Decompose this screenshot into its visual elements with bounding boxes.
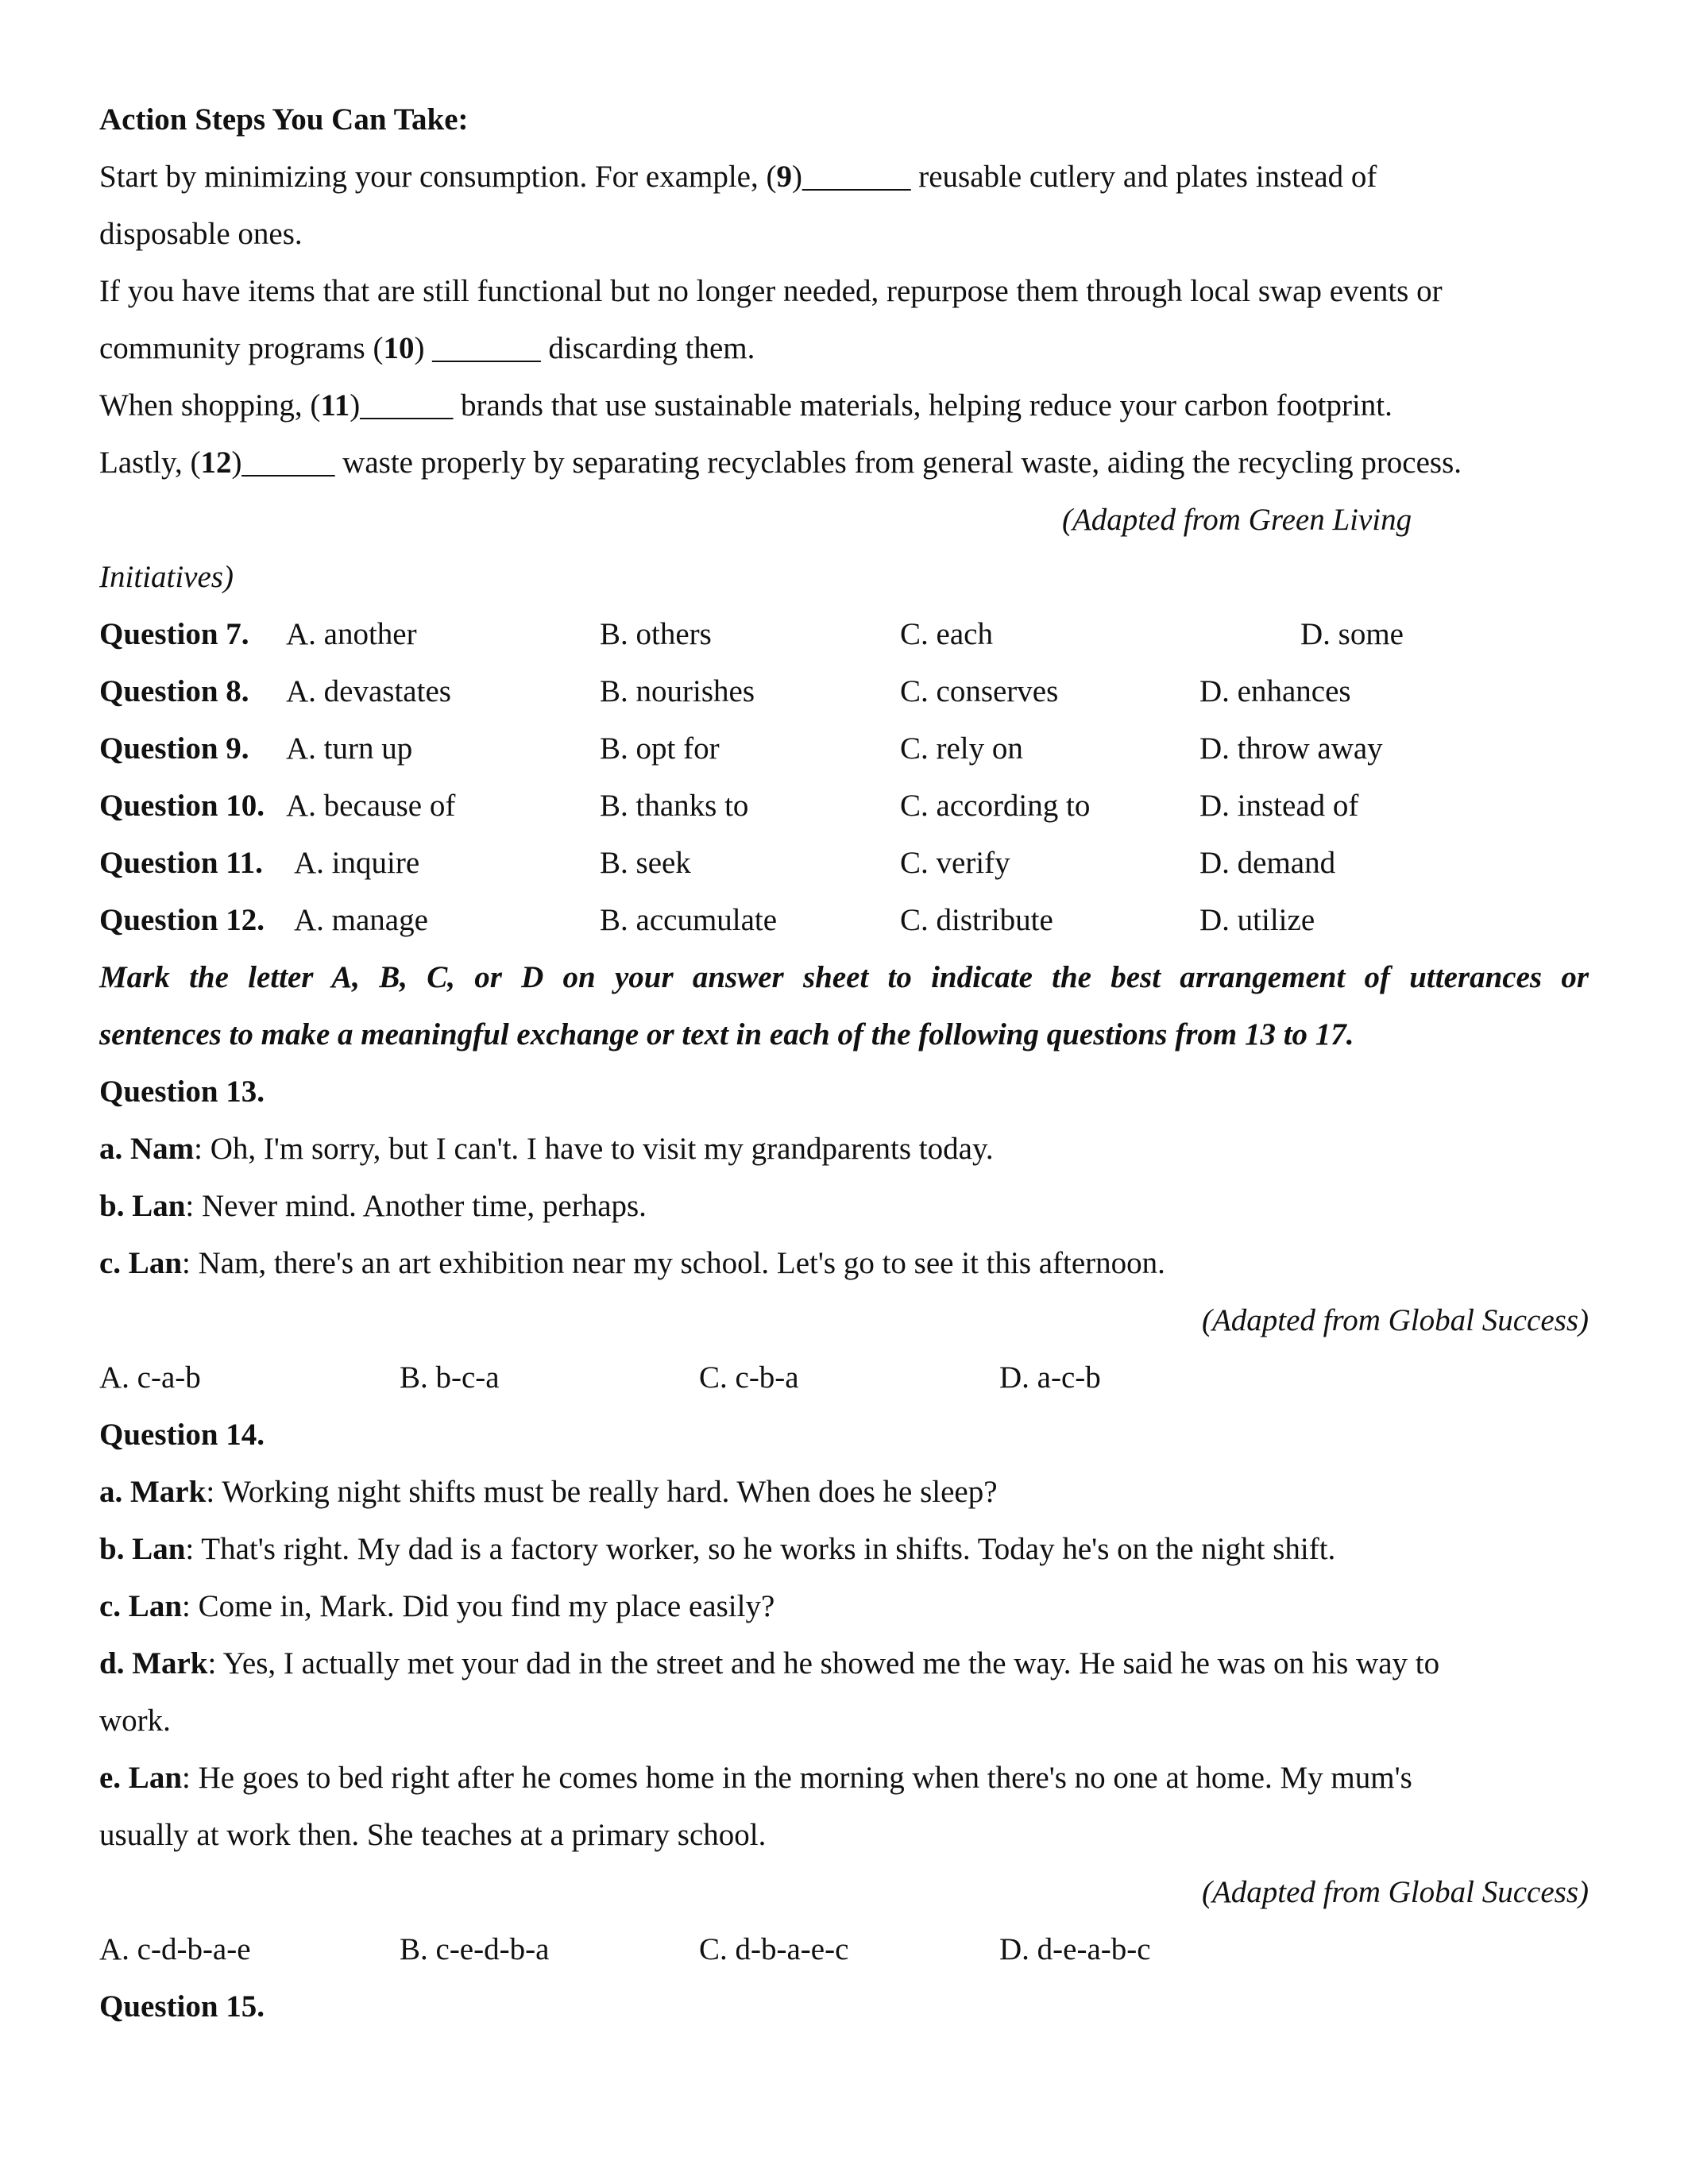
instruction-line-2: sentences to make a meaningful exchange or text in each of the following questions from 13 to 17. bbox=[99, 1017, 1354, 1051]
exchange-line: b. Lan: Never mind. Another time, perhaps. bbox=[99, 1189, 647, 1223]
exchange-line: d. Mark: Yes, I actually met your dad in the street and he showed me the way. He said he was on his way to bbox=[99, 1646, 1440, 1680]
question-label: Question 11. bbox=[99, 846, 263, 880]
option-d: D. demand bbox=[1199, 846, 1336, 880]
option-c: C. distribute bbox=[900, 903, 1053, 937]
option-b: B. b-c-a bbox=[400, 1360, 500, 1395]
passage-line-10a: If you have items that are still functional but no longer needed, repurpose them through local swap events or bbox=[99, 274, 1443, 308]
option-a: A. devastates bbox=[286, 674, 451, 708]
option-a: A. manage bbox=[294, 903, 428, 937]
option-a: A. another bbox=[286, 617, 417, 651]
passage-line-11: When shopping, (11)______ brands that use sustainable materials, helping reduce your carbon footprint. bbox=[99, 388, 1393, 423]
question-10 bbox=[99, 778, 1589, 835]
option-b: B. seek bbox=[600, 846, 691, 880]
question-15-label: Question 15. bbox=[99, 1989, 265, 2024]
passage-line-10b: community programs (10) _______ discarding them. bbox=[99, 331, 755, 365]
passage-line-9: Start by minimizing your consumption. For example, (9)_______ reusable cutlery and plates instead of bbox=[99, 160, 1377, 194]
option-a: A. c-a-b bbox=[99, 1360, 201, 1395]
passage-line-12: Lastly, (12)______ waste properly by separating recyclables from general waste, aiding the recycling process. bbox=[99, 446, 1462, 480]
option-b: B. nourishes bbox=[600, 674, 755, 708]
exchange-line: c. Lan: Nam, there's an art exhibition near my school. Let's go to see it this afternoon. bbox=[99, 1246, 1165, 1280]
option-d: D. enhances bbox=[1199, 674, 1351, 708]
option-c: C. d-b-a-e-c bbox=[699, 1932, 849, 1966]
answer-options bbox=[99, 1921, 1589, 1978]
passage-source-cont: Initiatives) bbox=[99, 560, 234, 594]
option-b: B. c-e-d-b-a bbox=[400, 1932, 550, 1966]
option-b: B. accumulate bbox=[600, 903, 778, 937]
exchange-line: a. Mark: Working night shifts must be really hard. When does he sleep? bbox=[99, 1475, 998, 1509]
question-14-label: Question 14. bbox=[99, 1418, 265, 1452]
option-d: D. throw away bbox=[1199, 731, 1383, 766]
source-credit: (Adapted from Global Success) bbox=[1201, 1303, 1589, 1337]
option-a: A. c-d-b-a-e bbox=[99, 1932, 251, 1966]
option-c: C. conserves bbox=[900, 674, 1059, 708]
question-11 bbox=[99, 835, 1589, 892]
section-heading: Action Steps You Can Take: bbox=[99, 102, 469, 137]
option-a: A. turn up bbox=[286, 731, 413, 766]
option-c: C. verify bbox=[900, 846, 1010, 880]
passage-line-9-cont: disposable ones. bbox=[99, 217, 303, 251]
option-c: C. c-b-a bbox=[699, 1360, 799, 1395]
exchange-line-cont: work. bbox=[99, 1704, 171, 1738]
question-9 bbox=[99, 720, 1589, 778]
option-c: C. rely on bbox=[900, 731, 1023, 766]
question-label: Question 10. bbox=[99, 789, 265, 823]
question-7 bbox=[99, 606, 1589, 663]
exchange-line-cont: usually at work then. She teaches at a primary school. bbox=[99, 1818, 767, 1852]
option-b: B. opt for bbox=[600, 731, 720, 766]
option-b: B. thanks to bbox=[600, 789, 749, 823]
option-a: A. inquire bbox=[294, 846, 420, 880]
exchange-line: e. Lan: He goes to bed right after he comes home in the morning when there's no one at home. My mum's bbox=[99, 1761, 1412, 1795]
exchange-line: c. Lan: Come in, Mark. Did you find my place easily? bbox=[99, 1589, 775, 1623]
question-13-label: Question 13. bbox=[99, 1075, 265, 1109]
question-12 bbox=[99, 892, 1589, 949]
option-b: B. others bbox=[600, 617, 712, 651]
option-a: A. because of bbox=[286, 789, 456, 823]
option-d: D. a-c-b bbox=[999, 1360, 1101, 1395]
worksheet-page bbox=[99, 91, 1589, 2035]
question-label: Question 7. bbox=[99, 617, 249, 651]
passage-source: (Adapted from Green Living bbox=[1062, 503, 1412, 537]
instruction-line-1: Mark the letter A, B, C, or D on your answer sheet to indicate the best arrangement of utterances or bbox=[99, 960, 1589, 994]
option-d: D. d-e-a-b-c bbox=[999, 1932, 1151, 1966]
exchange-line: a. Nam: Oh, I'm sorry, but I can't. I have to visit my grandparents today. bbox=[99, 1132, 994, 1166]
answer-options bbox=[99, 1349, 1589, 1406]
question-label: Question 8. bbox=[99, 674, 249, 708]
option-c: C. each bbox=[900, 617, 993, 651]
option-d: D. utilize bbox=[1199, 903, 1315, 937]
exchange-line: b. Lan: That's right. My dad is a factory worker, so he works in shifts. Today he's on the night shift. bbox=[99, 1532, 1336, 1566]
question-8 bbox=[99, 663, 1589, 720]
option-c: C. according to bbox=[900, 789, 1091, 823]
option-d: D. some bbox=[1300, 617, 1404, 651]
option-d: D. instead of bbox=[1199, 789, 1359, 823]
source-credit: (Adapted from Global Success) bbox=[1201, 1875, 1589, 1909]
question-label: Question 12. bbox=[99, 903, 265, 937]
question-label: Question 9. bbox=[99, 731, 249, 766]
